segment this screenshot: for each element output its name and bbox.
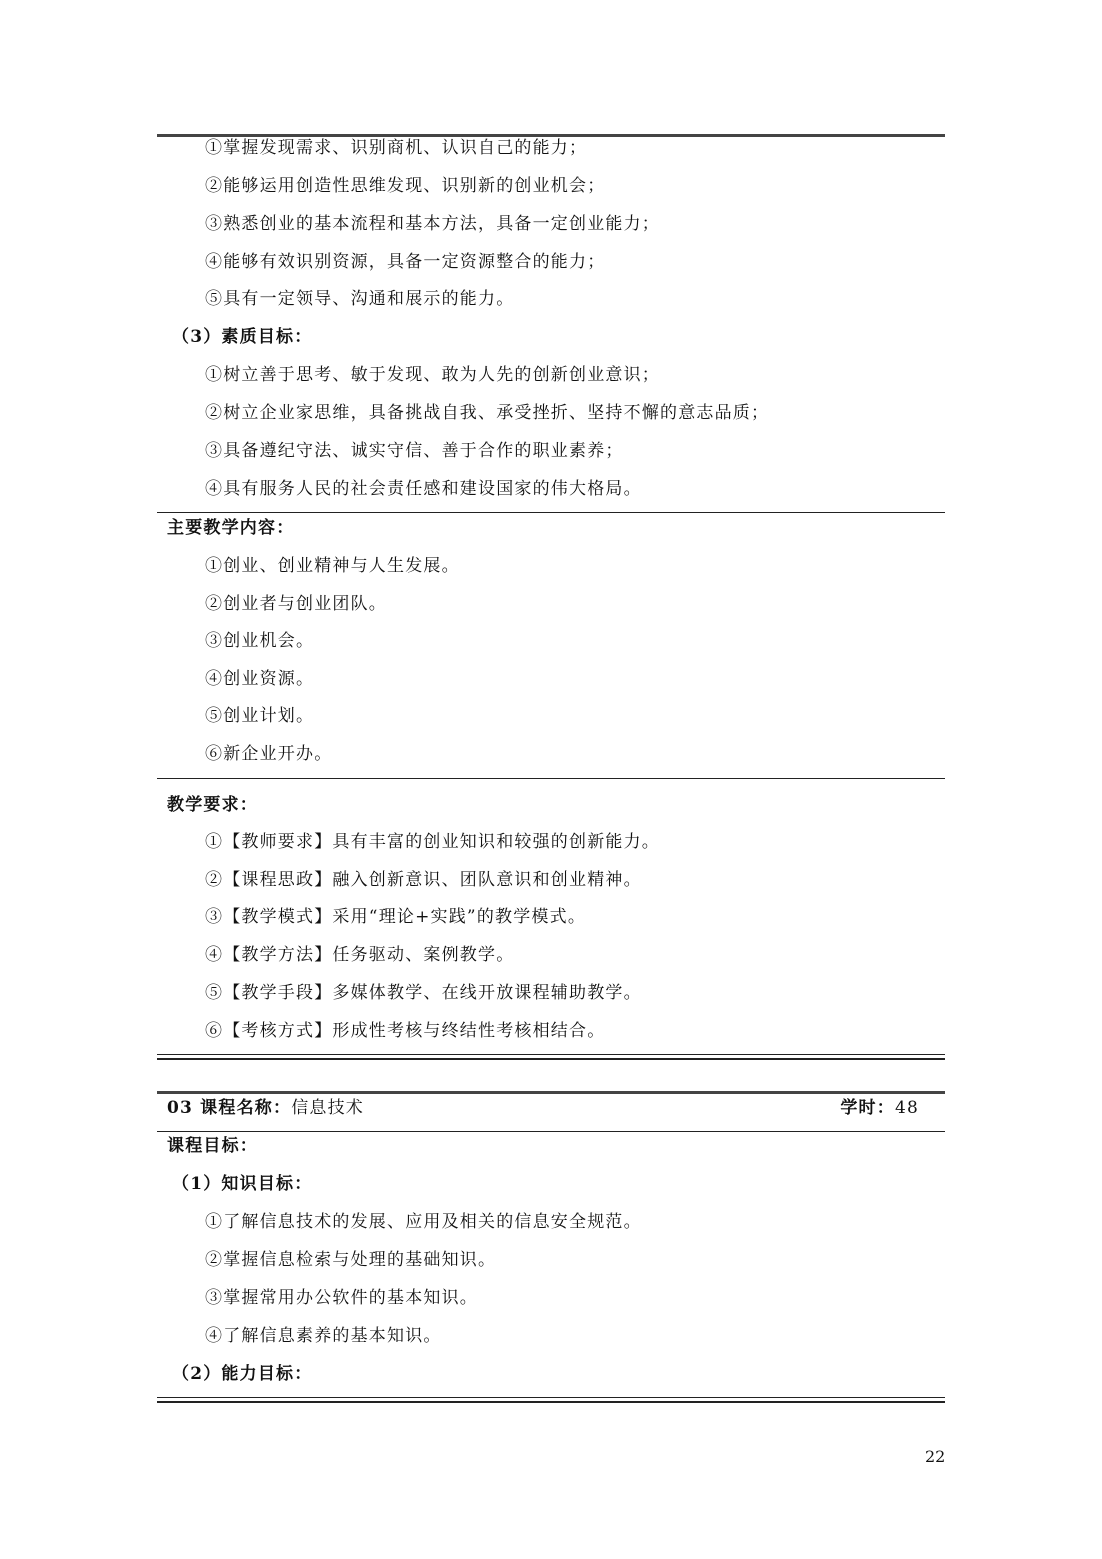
quality-item-4: ④具有服务人民的社会责任感和建设国家的伟大格局。 xyxy=(205,479,642,499)
requirement-item-1: ①【教师要求】具有丰富的创业知识和较强的创新能力。 xyxy=(205,832,660,852)
content-item-5: ⑤创业计划。 xyxy=(205,706,315,726)
knowledge-item-4: ④了解信息素养的基本知识。 xyxy=(205,1326,442,1346)
requirements-title: 教学要求： xyxy=(167,795,258,815)
quality-goals-title: （3）素质目标： xyxy=(172,327,313,347)
knowledge-item-3: ③掌握常用办公软件的基本知识。 xyxy=(205,1288,478,1308)
course-hours-value: 48 xyxy=(894,1098,919,1118)
course-top-rule xyxy=(157,1091,945,1094)
content-item-3: ③创业机会。 xyxy=(205,631,315,651)
course-hours xyxy=(840,1097,919,1119)
ability-item-2: ②能够运用创造性思维发现、识别新的创业机会； xyxy=(205,176,606,196)
quality-item-1: ①树立善于思考、敏于发现、敢为人先的创新创业意识； xyxy=(205,365,660,385)
ability-item-3: ③熟悉创业的基本流程和基本方法，具备一定创业能力； xyxy=(205,214,660,234)
ability-item-5: ⑤具有一定领导、沟通和展示的能力。 xyxy=(205,289,515,309)
requirement-item-4: ④【教学方法】任务驱动、案例教学。 xyxy=(205,945,515,965)
divider-main-content xyxy=(157,512,945,513)
knowledge-item-2: ②掌握信息检索与处理的基础知识。 xyxy=(205,1250,497,1270)
section-end-rule xyxy=(157,1054,945,1060)
ability-goals-title: （2）能力目标： xyxy=(172,1364,313,1384)
content-item-1: ①创业、创业精神与人生发展。 xyxy=(205,556,460,576)
page-number: 22 xyxy=(925,1447,946,1466)
bottom-rule xyxy=(157,1397,945,1403)
course-goals-title: 课程目标： xyxy=(167,1136,258,1156)
requirement-item-2: ②【课程思政】融入创新意识、团队意识和创业精神。 xyxy=(205,870,642,890)
content-item-6: ⑥新企业开办。 xyxy=(205,744,333,764)
course-name-value: 信息技术 xyxy=(291,1098,364,1118)
requirement-item-5: ⑤【教学手段】多媒体教学、在线开放课程辅助教学。 xyxy=(205,983,642,1003)
course-name-label: 03 课程名称： xyxy=(167,1098,292,1118)
ability-item-1: ①掌握发现需求、识别商机、认识自己的能力； xyxy=(205,138,588,158)
knowledge-item-1: ①了解信息技术的发展、应用及相关的信息安全规范。 xyxy=(205,1212,642,1232)
knowledge-goals-title: （1）知识目标： xyxy=(172,1174,313,1194)
requirement-item-3: ③【教学模式】采用“理论+实践”的教学模式。 xyxy=(205,907,587,927)
requirement-item-6: ⑥【考核方式】形成性考核与终结性考核相结合。 xyxy=(205,1021,606,1041)
divider-requirements xyxy=(157,778,945,779)
course-header-divider xyxy=(157,1131,945,1132)
course-hours-label: 学时： xyxy=(840,1098,895,1118)
quality-item-3: ③具备遵纪守法、诚实守信、善于合作的职业素养； xyxy=(205,441,624,461)
content-item-4: ④创业资源。 xyxy=(205,669,315,689)
content-item-2: ②创业者与创业团队。 xyxy=(205,594,387,614)
main-content-title: 主要教学内容： xyxy=(167,518,295,538)
ability-item-4: ④能够有效识别资源，具备一定资源整合的能力； xyxy=(205,252,606,272)
course-name-row xyxy=(167,1097,364,1119)
quality-item-2: ②树立企业家思维，具备挑战自我、承受挫折、坚持不懈的意志品质； xyxy=(205,403,770,423)
